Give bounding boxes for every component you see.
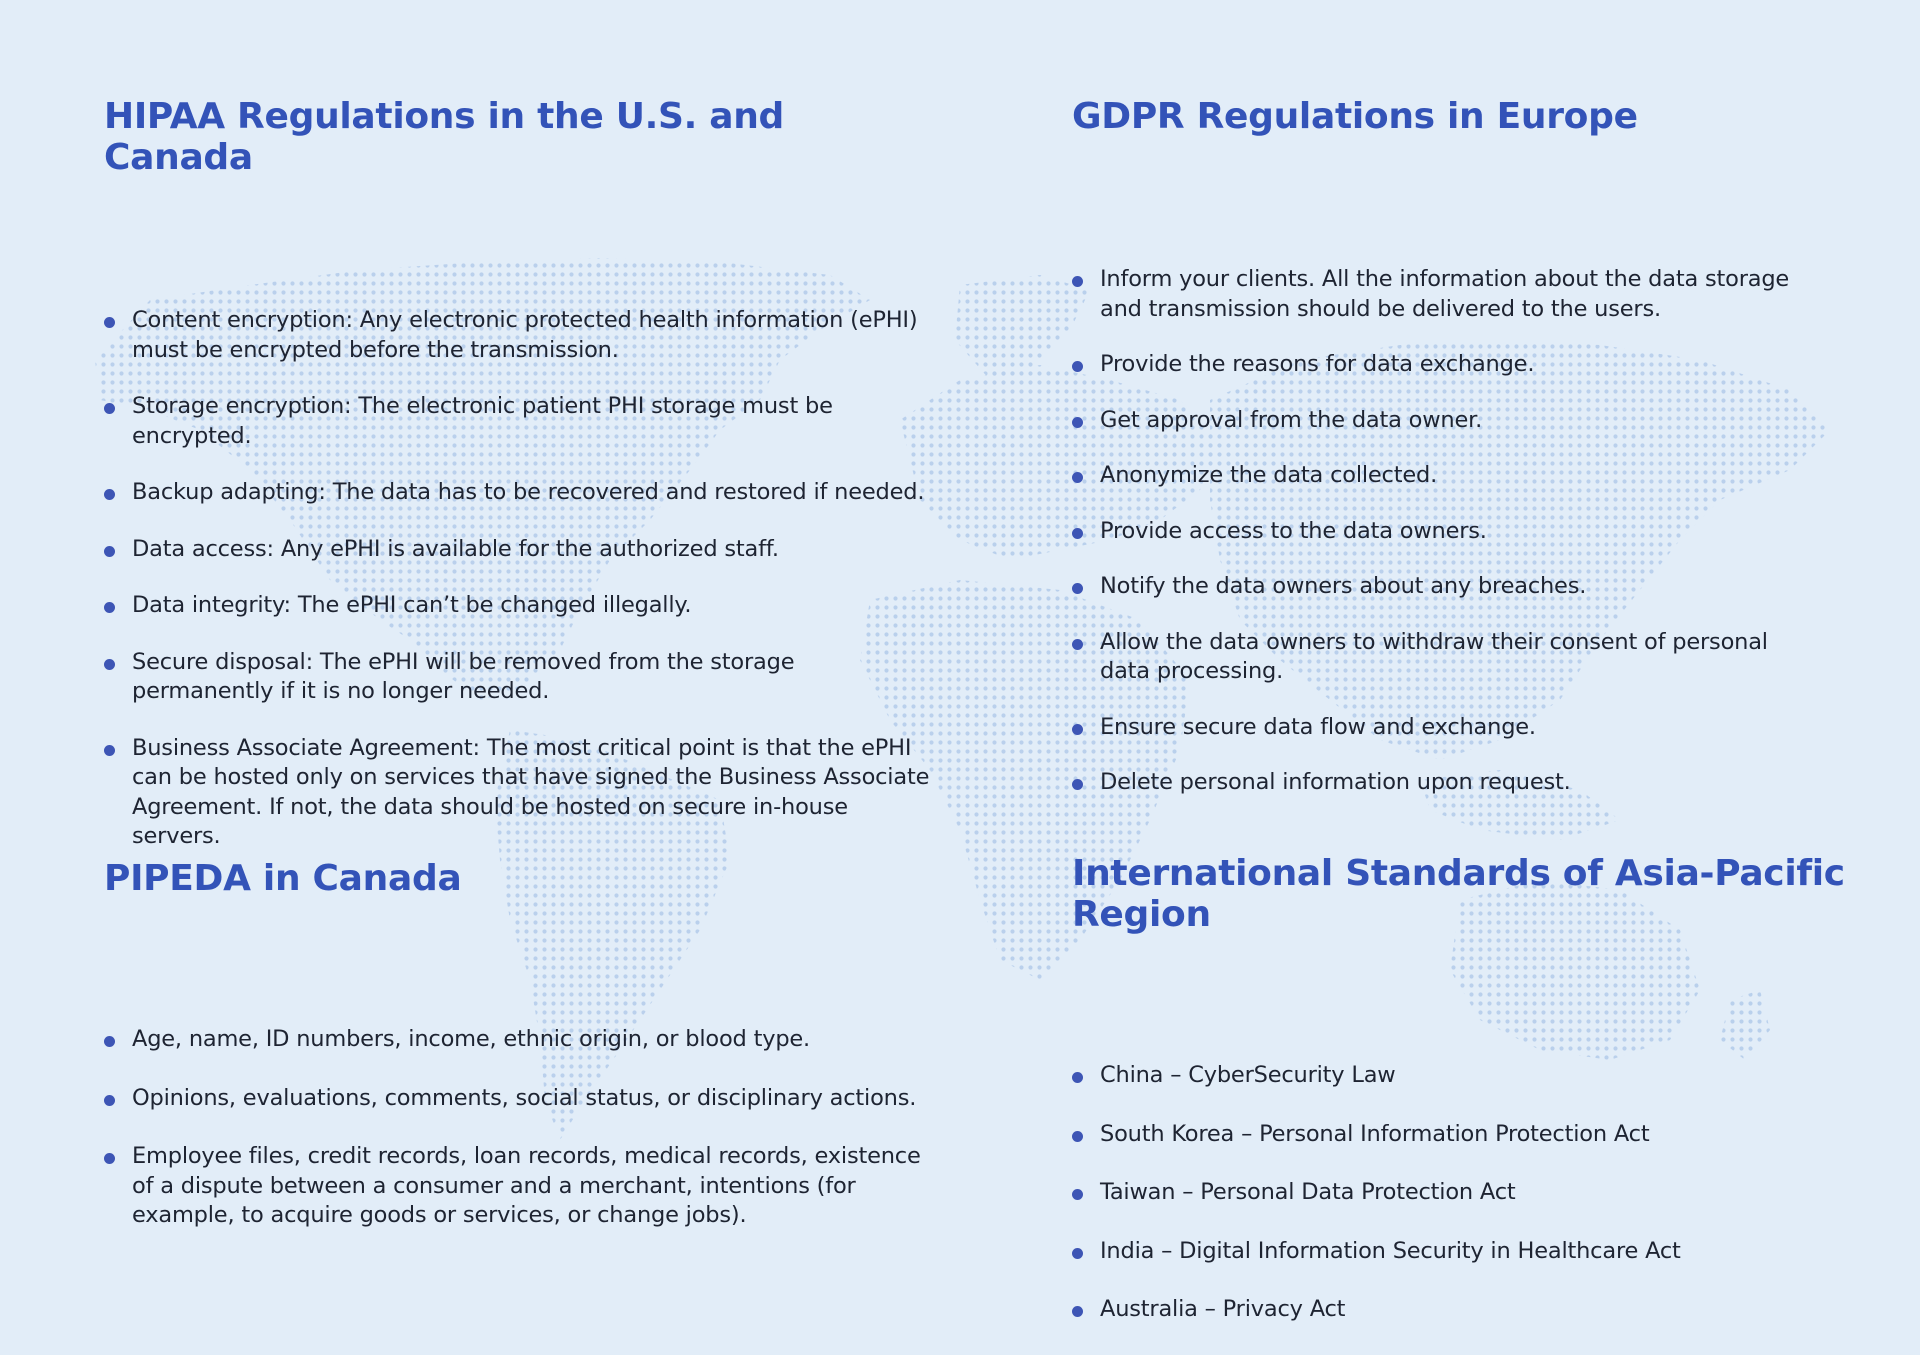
list-item-text: Allow the data owners to withdraw their consent of personal data processing. (1100, 628, 1768, 684)
gdpr-list (1072, 265, 1792, 798)
bullet-dot (1072, 583, 1083, 594)
bullet-dot (104, 489, 115, 500)
list-item (1072, 1295, 1872, 1325)
bullet-dot (104, 317, 115, 328)
list-item-text: China – CyberSecurity Law (1100, 1062, 1396, 1088)
list-item-text: India – Digital Information Security in Healthcare Act (1100, 1237, 1681, 1264)
list-item (1072, 517, 1792, 547)
bullet-dot (1072, 1306, 1083, 1317)
list-item (104, 1084, 934, 1114)
bullet-dot (1072, 1131, 1083, 1142)
bullet-dot (1072, 472, 1083, 483)
list-item-text: Delete personal information upon request. (1100, 769, 1571, 795)
hipaa-heading: HIPAA Regulations in the U.S. and Canada (104, 96, 785, 178)
list-item-text: Inform your clients. All the information about the data storage and transmission should be delivered to the users. (1100, 266, 1790, 322)
list-item (104, 1142, 934, 1231)
list-item (104, 591, 934, 621)
bullet-dot (104, 602, 115, 613)
list-item-text: Content encryption: Any electronic protected health information (ePHI) must be encrypted before the transmission. (132, 307, 918, 363)
bullet-dot (104, 1095, 115, 1106)
list-item-text: Data integrity: The ePHI can’t be changed illegally. (132, 592, 692, 618)
list-item (104, 734, 934, 852)
list-item-text: Secure disposal: The ePHI will be removed from the storage permanently if it is no longer needed. (132, 648, 795, 704)
list-item (104, 478, 934, 508)
list-item-text: South Korea – Personal Information Protection Act (1100, 1120, 1650, 1147)
apac-section (1072, 853, 1872, 1354)
bullet-dot (1072, 724, 1083, 735)
list-item (1072, 1061, 1872, 1091)
bullet-dot (1072, 1189, 1083, 1200)
list-item-text: Ensure secure data flow and exchange. (1100, 713, 1536, 740)
list-item-text: Backup adapting: The data has to be recovered and restored if needed. (132, 479, 925, 505)
list-item-text: Data access: Any ePHI is available for the authorized staff. (132, 535, 779, 562)
map-greenland (955, 275, 1090, 380)
list-item-text: Taiwan – Personal Data Protection Act (1100, 1179, 1516, 1205)
bullet-dot (104, 659, 115, 670)
list-item (1072, 1178, 1872, 1208)
bullet-dot (104, 403, 115, 414)
list-item-text: Provide the reasons for data exchange. (1100, 351, 1535, 377)
list-item (104, 648, 934, 707)
list-item (1072, 768, 1792, 798)
bullet-dot (1072, 1072, 1083, 1083)
gdpr-section (1072, 96, 1792, 824)
pipeda-list (104, 1025, 934, 1231)
bullet-dot (104, 546, 115, 557)
bullet-dot (104, 1036, 115, 1047)
apac-heading: International Standards of Asia-Pacific Region (1072, 853, 1845, 935)
list-item-text: Provide access to the data owners. (1100, 517, 1487, 544)
bullet-dot (1072, 1248, 1083, 1259)
list-item-text: Get approval from the data owner. (1100, 406, 1483, 433)
list-item-text: Employee files, credit records, loan records, medical records, existence of a dispute between a consumer and a merchant, intentions (for example, to acquire goods or services, or change jobs). (132, 1143, 921, 1228)
bullet-dot (104, 745, 115, 756)
bullet-dot (1072, 276, 1083, 287)
list-item (1072, 628, 1792, 687)
list-item-text: Business Associate Agreement: The most critical point is that the ePHI can be hosted only on services that have signed the Business Associate Agreement. If not, the data should be hosted on secure in-house servers. (132, 734, 930, 849)
list-item (1072, 572, 1792, 602)
list-item-text: Age, name, ID numbers, income, ethnic origin, or blood type. (132, 1026, 811, 1052)
list-item (1072, 265, 1792, 324)
bullet-dot (1072, 417, 1083, 428)
list-item (104, 306, 934, 365)
list-item (1072, 461, 1792, 491)
list-item (1072, 713, 1792, 743)
list-item-text: Australia – Privacy Act (1100, 1296, 1346, 1322)
bullet-dot (1072, 639, 1083, 650)
pipeda-heading: PIPEDA in Canada (104, 858, 462, 899)
list-item-text: Anonymize the data collected. (1100, 462, 1438, 488)
pipeda-section (104, 858, 934, 1260)
gdpr-heading: GDPR Regulations in Europe (1072, 96, 1638, 137)
list-item (104, 1025, 934, 1055)
bullet-dot (1072, 779, 1083, 790)
list-item (104, 392, 934, 451)
bullet-dot (104, 1153, 115, 1164)
list-item-text: Opinions, evaluations, comments, social status, or disciplinary actions. (132, 1084, 917, 1111)
list-item (1072, 406, 1792, 436)
list-item-text: Notify the data owners about any breaches. (1100, 573, 1587, 599)
hipaa-section (104, 96, 934, 879)
list-item (1072, 1120, 1872, 1150)
apac-list (1072, 1061, 1872, 1325)
list-item-text: Storage encryption: The electronic patient PHI storage must be encrypted. (132, 393, 833, 449)
list-item (1072, 350, 1792, 380)
list-item (104, 535, 934, 565)
hipaa-list (104, 306, 934, 852)
list-item (1072, 1237, 1872, 1267)
bullet-dot (1072, 361, 1083, 372)
bullet-dot (1072, 528, 1083, 539)
